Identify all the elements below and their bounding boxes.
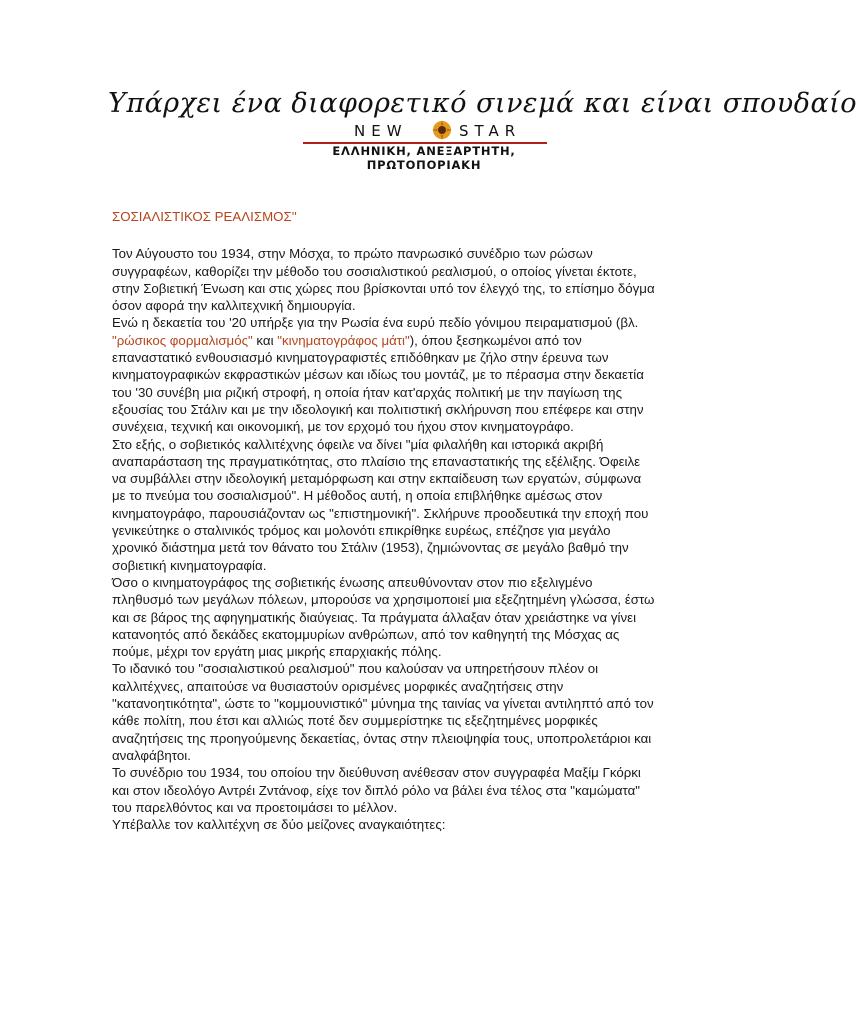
paragraph-2-text-b: και (252, 332, 278, 348)
link-kino-eye[interactable]: "κινηματογράφος μάτι" (277, 332, 410, 348)
paragraph-2 (112, 314, 657, 435)
banner-subtitle: ΕΛΛΗΝΙΚΗ, ΑΝΕΞΑΡΤΗΤΗ, ΠΡΩΤΟΠΟΡΙΑΚΗ (332, 144, 516, 172)
article-heading: ΣΟΣΙΑΛΙΣΤΙΚΟΣ ΡΕΑΛΙΣΜΟΣ'' (112, 209, 297, 224)
paragraph-1: Τον Αύγουστο του 1934, στην Μόσχα, το πρώτο πανρωσικό συνέδριο των ρώσων συγγραφέων, καθορίζει την μέθοδο του σοσιαλιστικού ρεαλισμού, ο οποίος γίνεται έκτοτε, στην Σοβιετική Ένωση και στις χώρες που βρίσκονται υπό τον έλεγχό της, το επίσημο δόγμα όσον αφορά την καλλιτεχνική δημιουργία. (112, 246, 655, 314)
paragraph-6: Το συνέδριο του 1934, του οποίου την διεύθυνση ανέθεσαν στον συγγραφέα Μαξίμ Γκόρκι και στον ιδεολόγο Αντρέι Ζντάνοφ, είχε τον διπλό ρόλο να βάλει ένα τέλος στα "καμώματα" του παρελθόντος και να προετοιμάσει το μέλλον. (112, 765, 641, 815)
logo-text-new: NEW (354, 122, 408, 140)
sunflower-star-icon (432, 120, 452, 140)
paragraph-4: Όσο ο κινηματογράφος της σοβιετικής ένωσης απευθύνονταν στον πιο εξελιγμένο πληθυσμό των μεγάλων πόλεων, μπορούσε να χρησιμοποιεί μια εξεζητημένη γλώσσα, έστω και σε βάρος της αφηγηματικής διαύγειας. Τα πράγματα άλλαξαν όταν χρειάστηκε να γίνει κατανοητός από δεκάδες εκατομμυρίων ανθρώπων, από τον καθηγητή της Μόσχας ας πούμε, μέχρι τον εργάτη μιας μικρής επαρχιακής πόλης. (112, 574, 655, 660)
logo-text-star: STAR (459, 122, 522, 140)
paragraph-5: Το ιδανικό του "σοσιαλιστικού ρεαλισμού" που καλούσαν να υπηρετήσουν πλέον οι καλλιτέχνες, απαιτούσε να θυσιαστούν ορισμένες μορφικές αναζητήσεις στην "κατανοητικότητα", ώστε το "κομμουνιστικό" μύνημα της ταινίας να γίνεται αντιληπτό από τον κάθε πολίτη, που έτσι και αλλιώς ποτέ δεν συμμερίστηκε τις εξεζητημένες μορφικές αναζητήσεις της προηγούμενης δεκαετίας, όντας στην πλειοψηφία τους, υποπρολετάριοι και αναλφάβητοι. (112, 661, 654, 763)
link-russian-formalism[interactable]: "ρώσικος φορμαλισμός" (112, 332, 253, 348)
newstar-logo[interactable] (298, 120, 558, 142)
paragraph-2-text-c: ), όπου ξεσηκωμένοι από τον επαναστατικό ενθουσιασμό κινηματογραφιστές επιδόθηκαν με ζήλο στην έρευνα των κινηματογραφικών εκφραστικών μέσων και ιδίως του μοντάζ, με το πέρασμα στην δεκαετία του '30 συνέβη μια ριζική στροφή, η οποία ήταν κατ'αρχάς πολιτική με την παγίωση της εξουσίας του Στάλιν και με την ιδεολογική και πολιτιστική σκλήρυνση που επέφερε και στην συνέχεια, τεχνική και οικονομική, με τον ερχομό του ήχου στον κινηματογράφο. (112, 332, 644, 435)
site-banner (108, 86, 857, 172)
article-body (112, 208, 657, 833)
paragraph-2-text-a: Ενώ η δεκαετία του '20 υπήρξε για την Ρωσία ένα ευρύ πεδίο γόνιμου πειραματισμού (βλ. (112, 315, 639, 331)
paragraph-7: Υπέβαλλε τον καλλιτέχνη σε δύο μείζονες αναγκαιότητες: (112, 817, 446, 833)
paragraph-3: Στο εξής, ο σοβιετικός καλλιτέχνης όφειλε να δίνει "μία φιλαλήθη και ιστορικά ακριβή αναπαράσταση της πραγματικότητας, στο πλαίσιο της επαναστατικής της εξέλιξης. Όφειλε να συμβάλλει στην ιδεολογική μεταμόρφωση και στην εκπαίδευση των εργατών, σύμφωνα με το πνεύμα του σοσιαλισμού". Η μέθοδος αυτή, η οποία επιβλήθηκε αμέσως στον κινηματογράφο, παρουσιάζονταν ως "επιστημονική". Σκλήρυνε προοδευτικά την εποχή που γενικεύτηκε ο σταλινικός τρόμος και μολονότι επικρίθηκε ευρέως, επέζησε για μεγάλο χρονικό διάστημα μετά τον θάνατο του Στάλιν (1953), ζημιώνοντας σε μεγάλο βαθμό την σοβιετική κινηματογραφία. (112, 436, 649, 573)
banner-tagline: Υπάρχει ένα διαφορετικό σινεμά και είναι σπουδαίο (108, 88, 857, 119)
